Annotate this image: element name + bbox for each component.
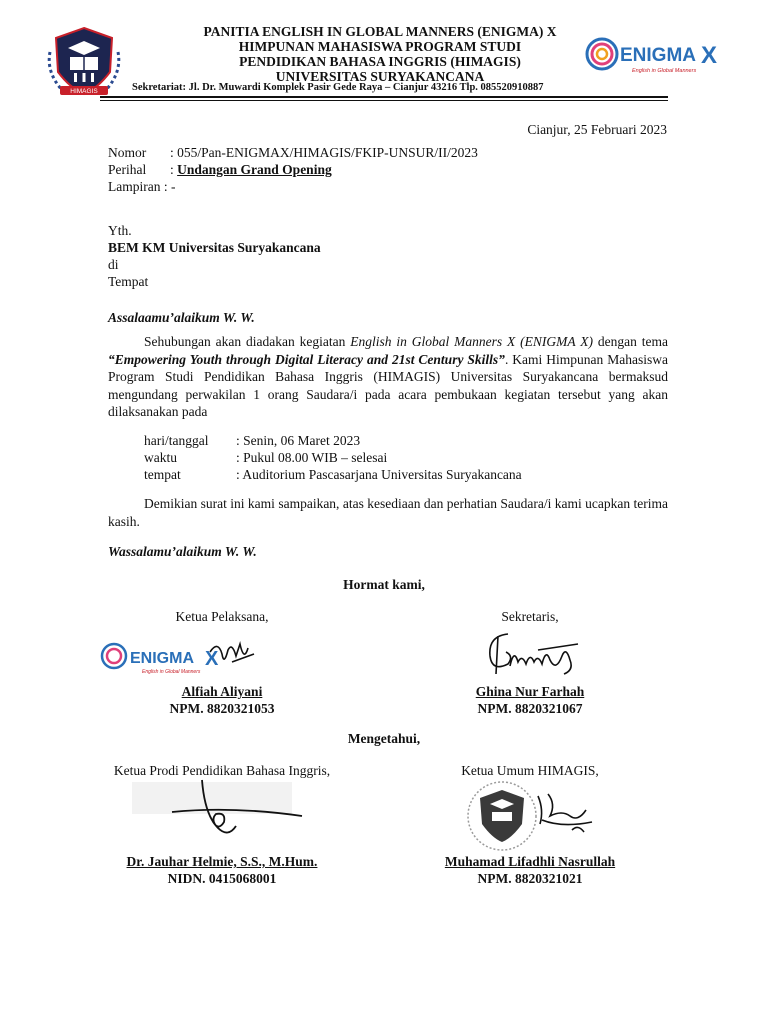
mengetahui: Mengetahui,: [347, 731, 421, 746]
enigmax-word: ENIGMA: [620, 45, 696, 66]
enigmax-tagline: English in Global Manners: [632, 68, 697, 74]
detail-value: : Pukul 08.00 WIB – selesai: [236, 450, 388, 465]
letterhead-line: PENDIDIKAN BAHASA INGGRIS (HIMAGIS): [239, 54, 521, 69]
recipient-yth: Yth.: [108, 223, 132, 238]
p1-intro: Sehubungan akan diadakan kegiatan: [144, 334, 351, 349]
signatory-ketua-pelaksana: [102, 608, 342, 625]
detail-label: hari/tanggal: [144, 433, 209, 448]
signatory-name: Alfiah Aliyani: [181, 684, 263, 699]
closing-salutation: Wassalamu’alaikum W. W.: [108, 544, 257, 559]
signatory-id: NIDN. 0415068001: [167, 871, 277, 886]
stamp-x: X: [205, 648, 219, 670]
letterhead-line: UNIVERSITAS SURYAKANCANA: [275, 69, 485, 84]
detail-row: [144, 432, 360, 450]
himagis-shield-icon: [40, 24, 128, 100]
p1-event-name: English in Global Manners X (ENIGMA X): [350, 334, 593, 349]
signatory-sekretaris: [410, 608, 650, 625]
signatory-role: Ketua Umum HIMAGIS,: [461, 763, 599, 778]
detail-label: tempat: [144, 467, 181, 482]
opening-salutation: Assalaamu’alaikum W. W.: [108, 310, 255, 325]
recipient-name: BEM KM Universitas Suryakancana: [108, 240, 321, 255]
perihal-value: Undangan Grand Opening: [177, 162, 332, 177]
enigmax-logo: [584, 34, 724, 78]
detail-value: : Auditorium Pascasarjana Universitas Suryakancana: [236, 467, 522, 482]
p1-theme: “Empowering Youth through Digital Literacy and 21st Century Skills”: [108, 351, 505, 367]
signatory-ketua-pelaksana-name: [102, 683, 342, 717]
body-paragraph-2: Demikian surat ini kami sampaikan, atas kesediaan dan perhatian Saudara/i kami ucapkan terima kasih.: [108, 496, 668, 529]
letterhead-line: PANITIA ENGLISH IN GLOBAL MANNERS (ENIGMA) X: [203, 24, 557, 39]
nomor-row: [108, 144, 478, 162]
enigmax-x: X: [701, 42, 718, 69]
perihal-colon: :: [170, 162, 178, 177]
letterhead-line: HIMPUNAN MAHASISWA PROGRAM STUDI: [238, 39, 522, 54]
himagis-stamp-signature-icon: [452, 780, 612, 852]
letterhead-title: [130, 24, 630, 84]
letterhead-divider-thin: [100, 100, 668, 101]
signatory-name: Muhamad Lifadhli Nasrullah: [444, 854, 616, 869]
stamp-tagline: English in Global Manners: [142, 669, 201, 675]
recipient-di: di: [108, 257, 119, 272]
letter-date: Cianjur, 25 Februari 2023: [527, 122, 667, 137]
enigmax-swirl-icon: [584, 34, 724, 78]
detail-row: [144, 466, 522, 484]
p1-rest: . Kami Himpunan Mahasiswa Program Studi Pendidikan Bahasa Inggris (HIMAGIS) Universitas Suryakancana bermaksud mengundang perwakilan 1 orang Saudara/i pada acara pembukaan kegiatan tersebut yang akan dilaksanakan pada: [108, 351, 668, 419]
signatory-name: Dr. Jauhar Helmie, S.S., M.Hum.: [126, 854, 318, 869]
signatory-kaprodi-name: [82, 853, 362, 887]
recipient-place: Tempat: [108, 274, 149, 289]
signatory-role: Ketua Pelaksana,: [175, 609, 269, 624]
nomor-value: : 055/Pan-ENIGMAX/HIMAGIS/FKIP-UNSUR/II/2023: [170, 145, 478, 160]
detail-row: [144, 449, 387, 467]
enigmax-stamp-signature-icon: [98, 632, 268, 682]
perihal-row: [108, 161, 332, 179]
body-paragraph-1: [108, 333, 668, 421]
signatory-id: NPM. 8820321021: [477, 871, 583, 886]
p1-middle: dengan tema: [593, 334, 668, 349]
himagis-logo: [40, 24, 128, 100]
signature-ketua-umum: [452, 780, 612, 852]
detail-value: : Senin, 06 Maret 2023: [236, 433, 361, 448]
letterhead-divider: [100, 96, 668, 98]
stamp-word: ENIGMA: [130, 650, 194, 667]
signatory-role: Ketua Prodi Pendidikan Bahasa Inggris,: [113, 763, 331, 778]
signatory-ketua-umum: [410, 762, 650, 779]
signature-sekretaris: [478, 626, 588, 682]
signatory-id: NPM. 8820321053: [169, 701, 275, 716]
handwritten-signature-icon: [478, 626, 588, 682]
hormat-kami: Hormat kami,: [343, 577, 425, 592]
signatory-role: Sekretaris,: [501, 609, 559, 624]
perihal-label: Perihal: [108, 162, 147, 177]
signatory-ketua-umum-name: [410, 853, 650, 887]
handwritten-signature-icon: [132, 776, 312, 846]
signature-kaprodi: [132, 776, 312, 846]
signature-ketua-pelaksana: [98, 632, 268, 682]
signatory-sekretaris-name: [410, 683, 650, 717]
lampiran-row: Lampiran : -: [108, 179, 176, 194]
signatory-name: Ghina Nur Farhah: [475, 684, 585, 699]
secretariat-address: Sekretariat: Jl. Dr. Muwardi Komplek Pasir Gede Raya – Cianjur 43216 Tlp. 085520910887: [132, 82, 544, 93]
signatory-id: NPM. 8820321067: [477, 701, 583, 716]
detail-label: waktu: [144, 450, 177, 465]
nomor-label: Nomor: [108, 145, 147, 160]
himagis-logo-text: HIMAGIS: [70, 88, 98, 95]
